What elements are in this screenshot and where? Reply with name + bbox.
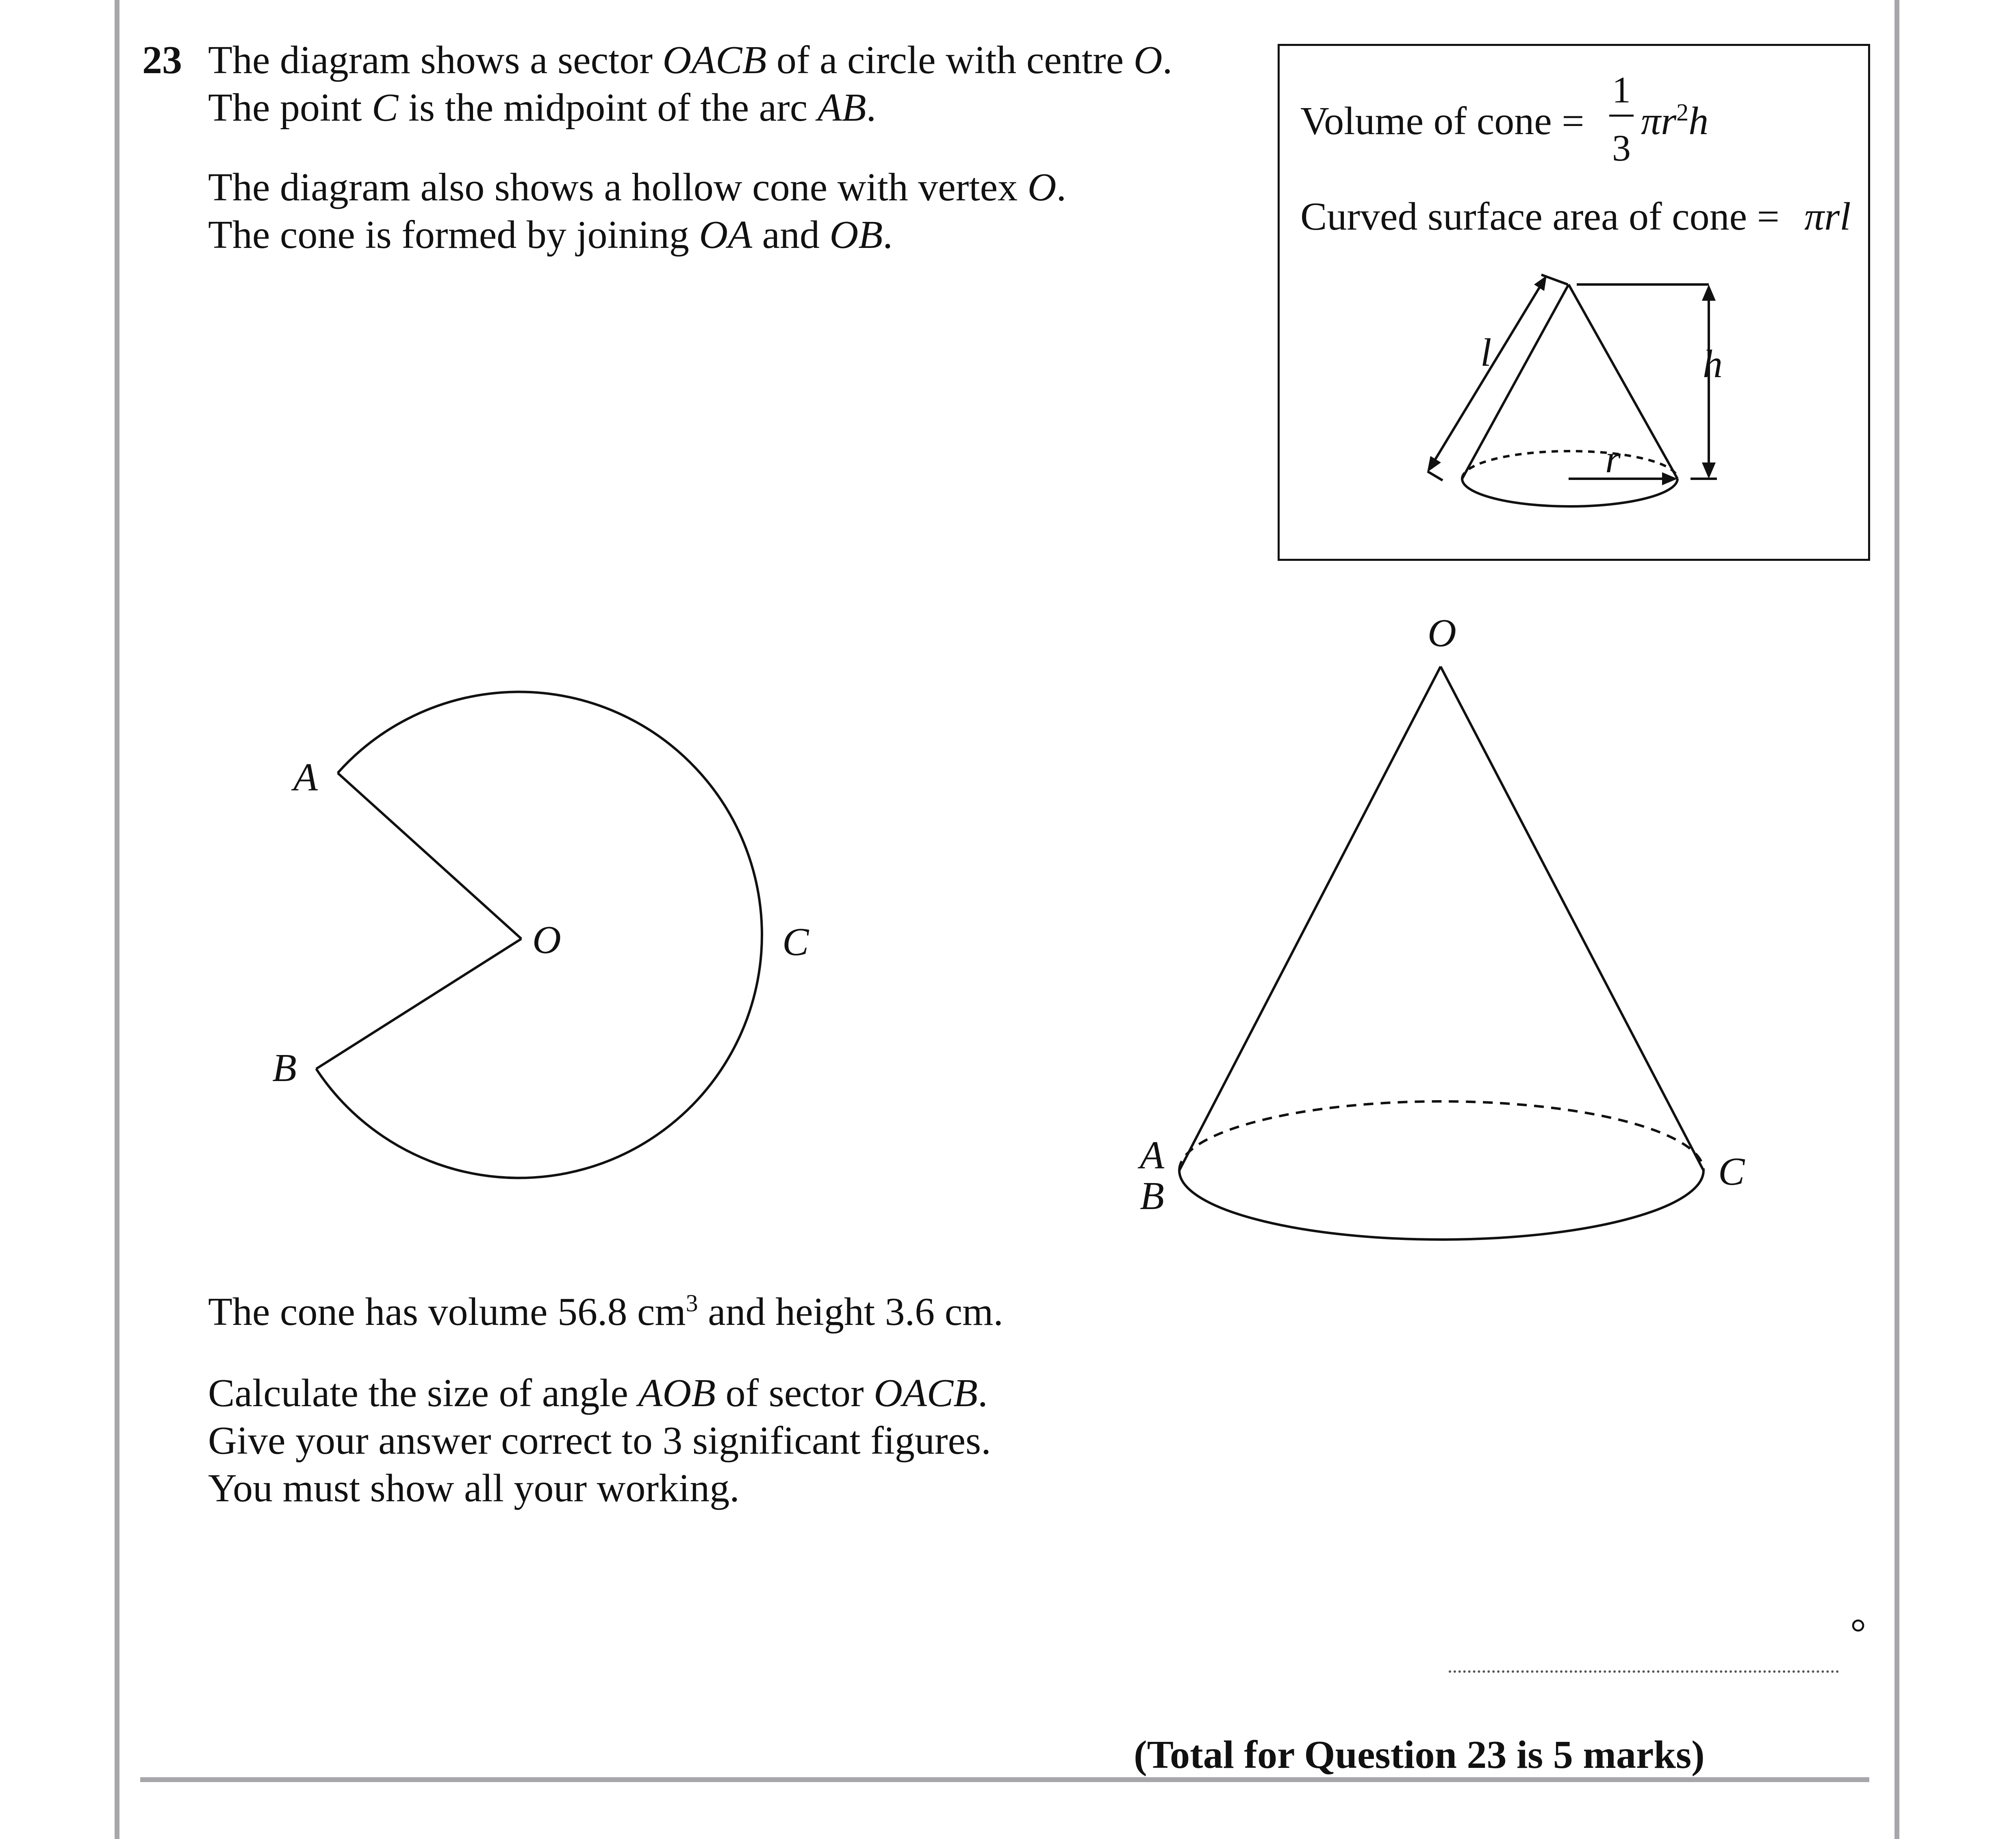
formula-cone-right-side [1569,284,1677,479]
formula-label-h: h [1703,342,1723,386]
slant-arrowhead-bottom [1427,456,1441,472]
cone-label-A: A [1140,1133,1164,1177]
formula-label-l: l [1480,331,1492,375]
cone-label-C: C [1718,1150,1745,1194]
task-line-1: Calculate the size of angle AOB of sector OACB. [208,1371,988,1415]
cone-description-line-1: The diagram also shows a hollow cone with vertex O. [208,165,1066,209]
cone-label-B: B [1140,1174,1164,1218]
intro-line-2: The point C is the midpoint of the arc AB. [208,86,876,130]
formula-arrowheads [1427,276,1716,485]
formula-slant-tick-bottom [1428,471,1443,480]
total-marks: (Total for Question 23 is 5 marks) [1134,1733,1705,1777]
cone-base-front [1179,1170,1704,1240]
given-volume-height: The cone has volume 56.8 $cm^3$ and height 3.6 cm. [208,1290,1003,1334]
height-arrowhead-top [1702,284,1716,301]
sector-label-C: C [782,920,809,964]
formula-cone-base-front [1462,479,1677,506]
fraction-denominator: 3 [1612,127,1631,169]
sector-radius-OA [338,773,521,939]
volume-formula-label: Volume of cone = [1300,99,1584,143]
formula-label-r: r [1605,437,1621,481]
sector-radius-OB [316,939,521,1069]
volume-formula-expression: $\pi r^2h$ [1641,99,1709,143]
cone-side-left [1179,667,1441,1170]
slant-arrowhead-top [1534,276,1547,291]
cone-side-right [1441,667,1704,1170]
fraction-numerator: 1 [1612,69,1631,111]
sector-label-O: O [532,918,561,962]
formula-cone-base-back [1462,451,1677,479]
sector-label-A: A [293,756,318,799]
bottom-rule [140,1777,1869,1782]
question-number: 23 [142,38,182,82]
formula-cone-left-side [1462,284,1569,479]
task-line-2: Give your answer correct to 3 significant figures. [208,1419,991,1463]
degree-symbol: ° [1850,1611,1866,1655]
height-arrowhead-bottom [1702,462,1716,479]
cone-description-line-2: The cone is formed by joining OA and OB. [208,213,893,257]
cone-label-O: O [1428,611,1456,655]
intro-line-1: The diagram shows a sector OACB of a circle with centre O. [208,38,1172,82]
surface-area-formula-expression: πrl [1804,195,1851,239]
task-line-3: You must show all your working. [208,1466,740,1510]
cone-base-back [1179,1101,1704,1170]
cone-diagram [1179,667,1704,1240]
formula-cone-diagram [1428,275,1717,506]
sector-label-B: B [272,1046,297,1090]
answer-line[interactable] [1449,1670,1839,1673]
surface-area-formula-label: Curved surface area of cone = [1300,195,1779,239]
